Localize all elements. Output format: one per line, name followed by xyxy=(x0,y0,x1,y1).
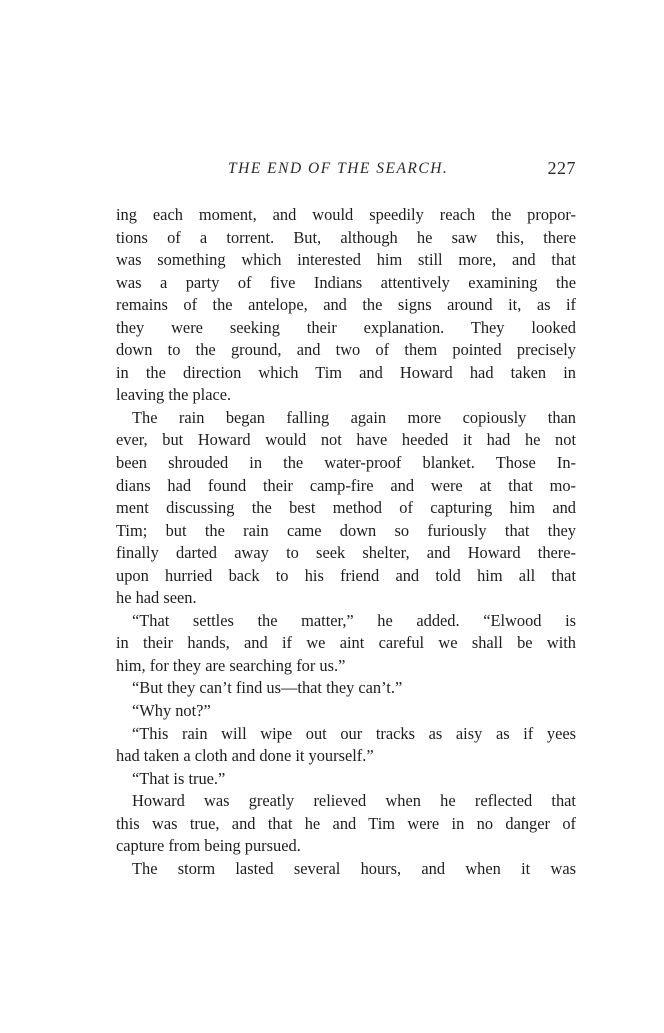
text-line: ing each moment, and would speedily reach the propor- xyxy=(116,205,576,224)
text-line: ment discussing the best method of capturing him and xyxy=(116,498,576,518)
text-line: leaving the place. xyxy=(116,385,232,405)
text-line: upon hurried back to his friend and told him all that xyxy=(116,565,576,585)
body-text xyxy=(116,204,576,880)
text-line: “That settles the matter,” he added. “Elwood is xyxy=(132,610,576,630)
text-line: Tim; but the rain came down so furiously that they xyxy=(116,520,576,540)
text-line: capture from being pursued. xyxy=(116,836,301,856)
text-line: dians had found their camp-fire and were at that mo- xyxy=(116,475,576,495)
text-line: “That is true.” xyxy=(132,768,226,788)
text-line: him, for they are searching for us.” xyxy=(116,655,346,675)
page-number: 227 xyxy=(547,158,576,178)
text-line: they were seeking their explanation. They looked xyxy=(116,317,576,337)
text-line: this was true, and that he and Tim were in no danger of xyxy=(116,813,576,833)
text-line: tions of a torrent. But, although he saw this, there xyxy=(116,227,576,247)
text-line: had taken a cloth and done it yourself.” xyxy=(116,746,374,766)
text-line: been shrouded in the water-proof blanket. Those In- xyxy=(116,453,576,473)
text-line: in their hands, and if we aint careful we shall be with xyxy=(116,633,576,653)
text-line: ever, but Howard would not have heeded it had he not xyxy=(116,430,576,450)
text-line: “Why not?” xyxy=(132,701,211,721)
text-line: Howard was greatly relieved when he reflected that xyxy=(132,791,576,811)
text-line: “This rain will wipe out our tracks as aisy as if yees xyxy=(132,723,576,743)
text-line: in the direction which Tim and Howard had taken in xyxy=(116,362,576,382)
text-line: finally darted away to seek shelter, and Howard there- xyxy=(116,543,576,563)
text-line: “But they can’t find us—that they can’t.” xyxy=(132,678,403,698)
text-line: The storm lasted several hours, and when it was xyxy=(132,858,576,878)
running-head xyxy=(116,160,576,184)
text-line: was something which interested him still more, and that xyxy=(116,250,576,270)
running-title: THE END OF THE SEARCH. xyxy=(228,160,449,177)
text-line: The rain began falling again more copiously than xyxy=(132,407,576,427)
text-line: remains of the antelope, and the signs around it, as if xyxy=(116,295,576,315)
text-line: he had seen. xyxy=(116,588,197,608)
text-line: was a party of five Indians attentively examining the xyxy=(116,272,576,292)
text-line: down to the ground, and two of them pointed precisely xyxy=(116,340,576,360)
